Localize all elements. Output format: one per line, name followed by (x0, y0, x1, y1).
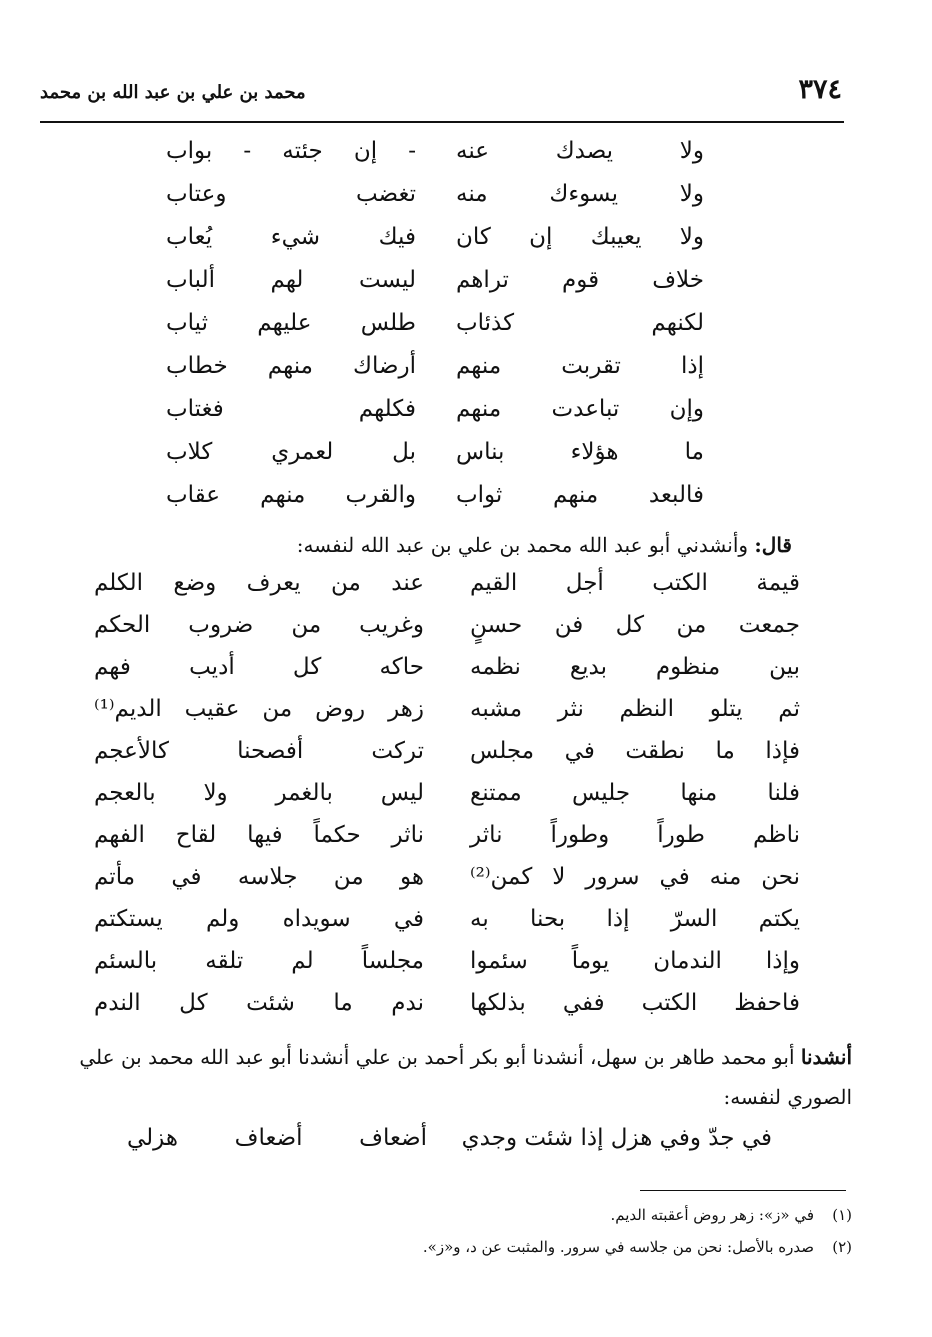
verse-first-hemistich: نحن منه في سرور لا كمن⁽²⁾ (470, 864, 800, 890)
verse-first-hemistich: خلاف قوم تراهم (456, 267, 704, 293)
verse-line (0, 696, 932, 738)
verse-line (0, 267, 932, 309)
verse-first-hemistich: جمعت من كل فن حسنٍ (470, 612, 800, 638)
verse-line (0, 138, 932, 180)
verse-line (0, 612, 932, 654)
verse-first-hemistich: ثم يتلو النظم نثر مشبه (470, 696, 800, 722)
verse-second-hemistich: طلس عليهم ثياب (166, 310, 416, 336)
verse-second-hemistich: بل لعمري كلاب (166, 439, 416, 465)
verse-first-hemistich: ولا يصدك عنه (456, 138, 704, 164)
verse-line (0, 738, 932, 780)
verse-first-hemistich: ولا يسوءك منه (456, 181, 704, 207)
verse-first-hemistich: في جدّ وفي هزل إذا شئت وجدي (461, 1125, 772, 1151)
verse-second-hemistich: في سويداه ولم يستكتم (94, 906, 424, 932)
narration-lead-word: أنشدنا (800, 1045, 852, 1069)
footnote (52, 1238, 852, 1256)
verse-first-hemistich: وإن تباعدت منهم (456, 396, 704, 422)
header-rule (40, 121, 844, 123)
verse-second-hemistich: ندم ما شئت كل الندم (94, 990, 424, 1016)
verse-second-hemistich: وغريب من ضروب الحكم (94, 612, 424, 638)
verse-second-hemistich: - إن جئته - بواب (166, 138, 416, 164)
verse-line (0, 948, 932, 990)
verse-second-hemistich: أرضاك منهم خطاب (166, 353, 416, 379)
verse-first-hemistich: ولا يعيبك إن كان (456, 224, 704, 250)
narration-paragraph (52, 1037, 852, 1117)
verse-second-hemistich: ليس بالغمر ولا بالعجم (94, 780, 424, 806)
verse-line (0, 310, 932, 352)
footnote-number: (١) (832, 1206, 852, 1224)
verse-first-hemistich: ناظم طوراً وطوراً ناثر (470, 822, 800, 848)
verse-line (0, 396, 932, 438)
verse-line (0, 353, 932, 395)
verse-line (0, 224, 932, 266)
verse-second-hemistich: أضعاف أضعاف هزلي (127, 1125, 427, 1151)
verse-first-hemistich: وإذا الندمان يوماً سئموا (470, 948, 800, 974)
verse-second-hemistich: فكلهم فغتاب (166, 396, 416, 422)
footnote (52, 1206, 852, 1224)
verse-line (0, 439, 932, 481)
verse-line (0, 864, 932, 906)
verse-second-hemistich: زهر روض من عقيب الديم⁽¹⁾ (94, 696, 424, 722)
verse-first-hemistich: فالبعد منهم ثواب (456, 482, 704, 508)
verse-first-hemistich: فإذا ما نطقت في مجلس (470, 738, 800, 764)
verse-second-hemistich: تركت أفصحنا كالأعجم (94, 738, 424, 764)
verse-line (0, 1125, 932, 1167)
verse-line (0, 990, 932, 1032)
verse-line (0, 482, 932, 524)
verse-first-hemistich: يكتم السرّ إذا بحنا به (470, 906, 800, 932)
verse-first-hemistich: لكنهم كذئاب (456, 310, 704, 336)
footnote-number: (٢) (832, 1238, 852, 1256)
verse-second-hemistich: فيك شيء يُعاب (166, 224, 416, 250)
verse-second-hemistich: عند من يعرف وضع الكلم (94, 570, 424, 596)
verse-line (0, 780, 932, 822)
footnote-rule (640, 1190, 846, 1191)
verse-first-hemistich: فاحفظ الكتب ففي بذلكها (470, 990, 800, 1016)
verse-line (0, 654, 932, 696)
verse-second-hemistich: مجلساً لم تلقه بالسئم (94, 948, 424, 974)
verse-second-hemistich: هو من جلاسه في مأتم (94, 864, 424, 890)
verse-line (0, 822, 932, 864)
page-number: ٣٧٤ (798, 74, 842, 105)
narration-text: أبو محمد طاهر بن سهل، أنشدنا أبو بكر أحمد بن علي أنشدنا أبو عبد الله محمد بن علي الصوري لنفسه: (79, 1045, 852, 1109)
intro-lead-word: قال: (754, 533, 792, 557)
verse-second-hemistich: ليست لهم ألباب (166, 267, 416, 293)
verse-first-hemistich: بين منظوم بديع نظمه (470, 654, 800, 680)
verse-line (0, 906, 932, 948)
verse-first-hemistich: قيمة الكتب أجل القيم (470, 570, 800, 596)
intro-text: وأنشدني أبو عبد الله محمد بن علي بن عبد الله لنفسه: (296, 533, 755, 557)
verse-line (0, 570, 932, 612)
verse-second-hemistich: ناثر حكماً فيها لقاح الفهم (94, 822, 424, 848)
running-head: محمد بن علي بن عبد الله بن محمد (40, 82, 306, 103)
verse-second-hemistich: تغضب وعتاب (166, 181, 416, 207)
footnote-text: صدره بالأصل: نحن من جلاسه في سرور. والمثبت عن د، و«ز». (422, 1238, 814, 1256)
intro-paragraph (92, 525, 792, 565)
verse-line (0, 181, 932, 223)
verse-first-hemistich: فلنا منها جليس ممتنع (470, 780, 800, 806)
verse-first-hemistich: ما هؤلاء بناس (456, 439, 704, 465)
verse-second-hemistich: والقرب منهم عقاب (166, 482, 416, 508)
page-header (40, 70, 842, 120)
verse-second-hemistich: حاكه كل أديب فهم (94, 654, 424, 680)
verse-first-hemistich: إذا تقربت منهم (456, 353, 704, 379)
footnote-text: في «ز»: زهر روض أعقبته الديم. (610, 1206, 814, 1224)
